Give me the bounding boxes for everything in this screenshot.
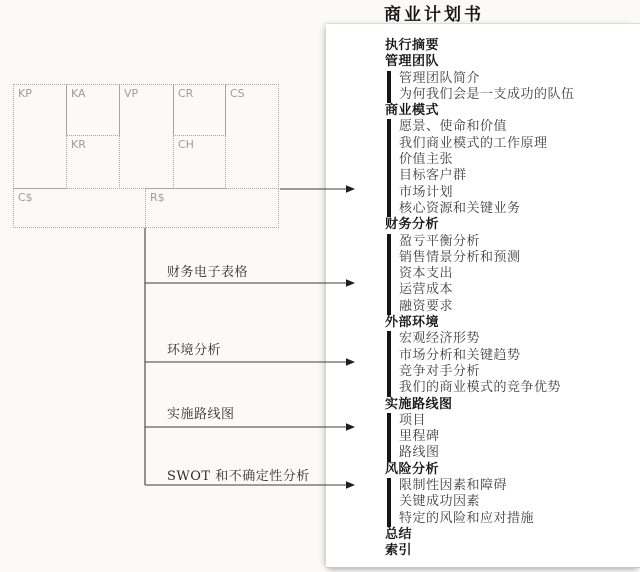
toc-section-title: 商业模式 [385,103,440,119]
toc-item: 路线图 [399,445,440,461]
toc-subitem-group [387,71,636,104]
canvas-cell-label: KR [71,138,86,151]
note-environment-analysis: 环境分析 [167,343,222,358]
canvas-cell-label: C$ [18,191,33,204]
toc-item: 市场分析和关键趋势 [399,347,521,363]
toc-item: 运营成本 [399,282,454,298]
note-implementation-roadmap: 实施路线图 [167,407,235,422]
canvas-cell-value-proposition [119,84,174,189]
toc-list [326,24,640,560]
toc-subitem-group [387,234,636,315]
toc-item: 我们商业模式的工作原理 [399,135,548,151]
canvas-cell-label: R$ [150,191,165,204]
toc-section-title: 实施路线图 [385,396,453,412]
toc-item: 核心资源和关键业务 [399,200,521,216]
canvas-cell-label: CS [230,87,245,100]
toc-section-title: 财务分析 [385,217,440,233]
toc-subitem-group [387,478,636,527]
toc-item: 宏观经济形势 [399,331,481,347]
toc-item: 竞争对手分析 [399,363,481,379]
toc-item: 盈亏平衡分析 [399,233,481,249]
canvas-cell-revenue-streams [145,188,279,228]
toc-section-title: 管理团队 [385,54,440,70]
toc-item: 特定的风险和应对措施 [399,510,535,526]
toc-item: 为何我们会是一支成功的队伍 [399,86,575,102]
toc-item: 销售情景分析和预测 [399,249,521,265]
toc-item: 市场计划 [399,184,454,200]
toc-item: 管理团队简介 [399,70,481,86]
canvas-cell-customer-segments [225,84,279,189]
toc-section-title: 执行摘要 [385,38,440,53]
toc-item: 价值主张 [399,152,454,168]
canvas-cell-key-resources [66,135,120,189]
toc-item: 限制性因素和障碍 [399,478,508,494]
canvas-cell-customer-relationships [173,84,226,136]
toc-item: 我们的商业模式的竞争优势 [399,380,562,396]
page-title: 商业计划书 [384,5,484,25]
canvas-cell-label: CH [178,138,194,151]
canvas-cell-label: VP [124,87,139,100]
canvas-cell-label: KP [18,87,32,100]
note-financial-spreadsheet: 财务电子表格 [167,265,249,280]
toc-subitem-group [387,413,636,462]
toc-section-title: 外部环境 [385,315,440,331]
toc-item: 愿景、使命和价值 [399,119,508,135]
toc-item: 关键成功因素 [399,494,481,510]
toc-item: 融资要求 [399,298,454,314]
toc-section-title: 风险分析 [385,461,440,477]
toc-subitem-group [387,331,636,396]
canvas-cell-label: CR [178,87,194,100]
canvas-cell-key-partners [13,84,67,189]
toc-item: 里程碑 [399,429,440,445]
toc-subitem-group [387,119,636,217]
toc-item: 目标客户群 [399,168,467,184]
toc-section-title: 索引 [385,543,413,559]
note-swot-uncertainty: SWOT 和不确定性分析 [167,469,310,484]
toc-section-title: 总结 [385,526,413,542]
toc-item: 项目 [399,412,427,428]
business-plan-page [326,23,640,568]
toc-item: 资本支出 [399,266,454,282]
canvas-cell-key-activities [66,84,120,136]
canvas-cell-label: KA [71,87,86,100]
canvas-cell-cost-structure [13,188,146,228]
canvas-cell-channels [173,135,226,189]
